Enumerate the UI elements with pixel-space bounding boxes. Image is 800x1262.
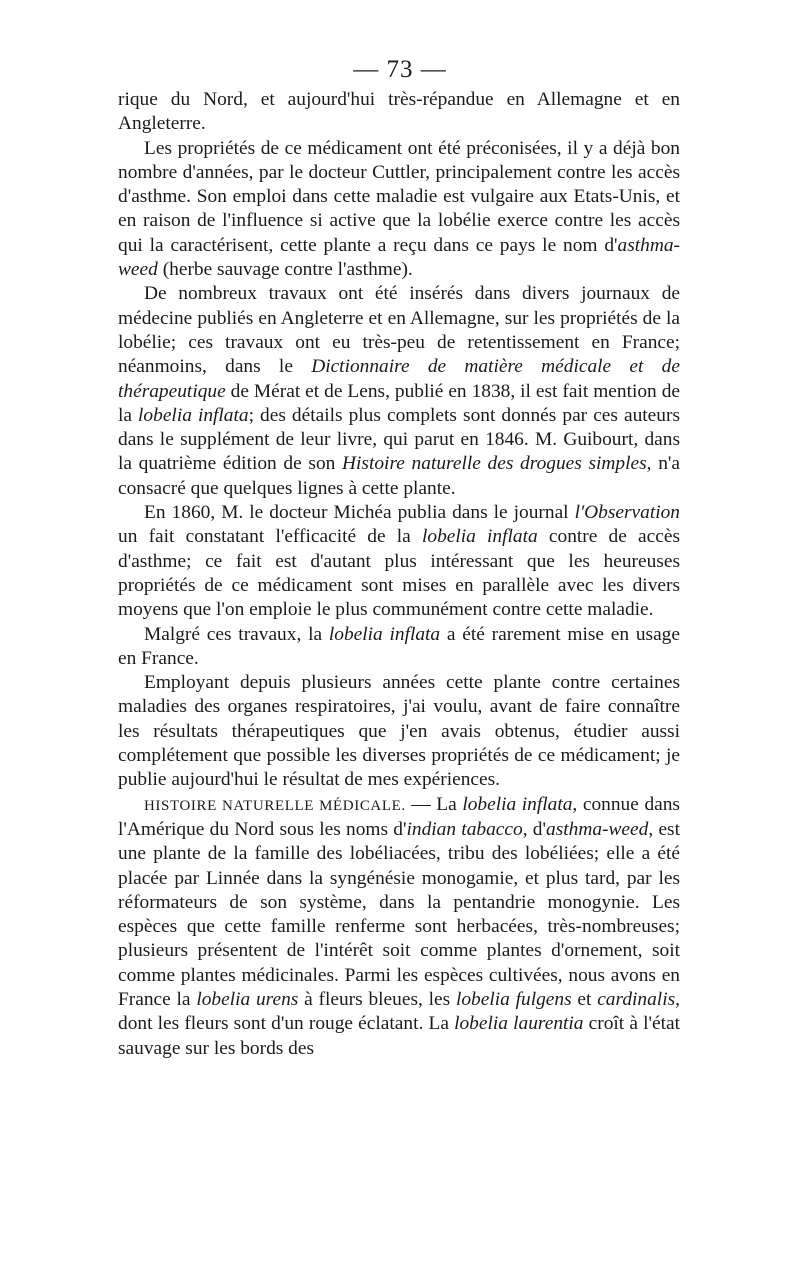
italic-text: lobelia urens <box>196 988 299 1010</box>
italic-text: l'Observation <box>574 502 680 524</box>
italic-text: lobelia inflata <box>138 404 249 426</box>
section-heading: HISTOIRE NATURELLE MÉDICALE. <box>144 797 406 814</box>
italic-text: lobelia fulgens <box>455 988 572 1010</box>
text-segment: (herbe sauvage contre l'asthme). <box>157 259 413 281</box>
text-segment: , connue dans l'Amérique du Nord sous les noms d' <box>118 793 680 840</box>
text-segment: Malgré ces travaux, la <box>144 623 329 645</box>
italic-text: lobelia inflata <box>421 526 538 548</box>
text-segment: , est une plante de la famille des lobéliacées, tribu des lobéliées; elle a été placée par Linnée dans la syngénésie monogamie, et plus tard, par les réformateurs de son système, dans la pentandrie monogynie. Les espèces que cette famille renferme sont herbacées, très-nombreuses; plusieurs présentent de l'intérêt soit comme plantes d'ornement, soit comme plantes médicinales. Parmi les espèces cultivées, nous avons en France la <box>118 818 680 1010</box>
page-number: — 73 — <box>353 56 447 83</box>
italic-text: indian tabacco <box>406 818 523 840</box>
text-segment: à fleurs bleues, les <box>298 988 456 1010</box>
italic-text: cardinalis <box>597 988 676 1010</box>
italic-text: Dictionnaire de matière médicale et de thérapeutique <box>118 356 680 402</box>
paragraph <box>118 88 680 137</box>
text-segment: Les propriétés de ce médicament ont été préconisées, il y a déjà bon nombre d'années, par le docteur Cuttler, principalement contre les accès d'asthme. Son emploi dans cette maladie est vulgaire aux Etats-Unis, et en raison de l'influence si active que la lobélie exerce contre les accès qui la caractérisent, cette plante a reçu dans ce pays le nom d' <box>118 137 680 256</box>
italic-text: Histoire naturelle des drogues simples <box>342 453 647 475</box>
italic-text: lobelia inflata <box>462 793 573 815</box>
italic-text: lobelia laurentia <box>454 1013 584 1035</box>
paragraph <box>118 623 680 672</box>
text-segment: , n'a consacré que quelques lignes à cette plante. <box>118 453 680 499</box>
text-segment: rique du Nord, et aujourd'hui très-répandue en Allemagne et en Angleterre. <box>118 89 680 135</box>
text-segment: Employant depuis plusieurs années cette plante contre certaines maladies des organes respiratoires, j'ai voulu, avant de faire connaître les résultats thérapeutiques que j'en avais obtenus, étudier aussi complétement que possible les diverses propriétés de ce médicament; je publie aujourd'hui le résultat de mes expériences. <box>118 672 680 791</box>
text-segment: ; des détails plus complets sont donnés par ces auteurs dans le supplément de leur livre, qui parut en 1846. M. Guibourt, dans la quatrième édition de son <box>118 404 680 475</box>
italic-text: asthma-weed <box>118 234 680 281</box>
text-segment: De nombreux travaux ont été insérés dans divers journaux de médecine publiés en Angleterre et en Allemagne, sur les propriétés de la lobélie; ces travaux ont eu très-peu de retentissement en France; néanmoins, dans le <box>118 283 680 378</box>
paragraph <box>118 501 680 622</box>
text-segment: et <box>571 988 598 1010</box>
text-segment: , d' <box>522 818 546 840</box>
text-segment: un fait constatant l'efficacité de la <box>118 526 422 548</box>
paragraph <box>118 282 680 501</box>
italic-text: lobelia inflata <box>328 623 441 645</box>
paragraph <box>118 793 680 1061</box>
text-segment: En 1860, M. le docteur Michéa publia dans le journal <box>144 502 575 524</box>
text-segment: contre de accès d'asthme; ce fait est d'autant plus intéressant que les heureuses propriétés de ce médicament sont mises en parallèle avec les divers moyens que l'on emploie le plus communément contre cette maladie. <box>118 526 681 621</box>
text-segment: , dont les fleurs sont d'un rouge éclatant. La <box>118 988 680 1035</box>
body-text <box>118 88 680 1061</box>
paragraph <box>118 137 680 283</box>
text-segment: croît à l'état sauvage sur les bords des <box>118 1013 680 1059</box>
text-segment: — La <box>405 793 463 815</box>
paragraph <box>118 671 680 792</box>
italic-text: asthma-weed <box>546 818 649 840</box>
text-segment: de Mérat et de Lens, publié en 1838, il est fait mention de la <box>118 380 680 426</box>
text-segment: a été rarement mise en usage en France. <box>118 623 680 669</box>
